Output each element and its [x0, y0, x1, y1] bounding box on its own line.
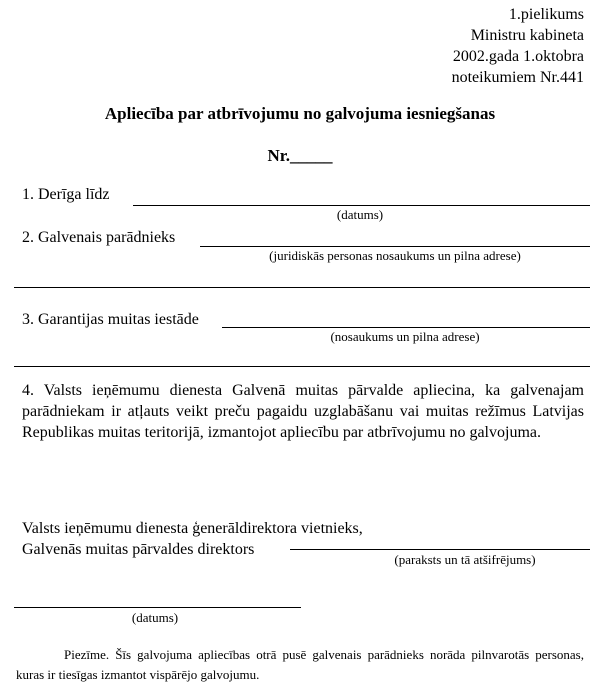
valid-until-line[interactable] [133, 205, 590, 206]
field-label-valid-until: 1. Derīga līdz [22, 186, 110, 203]
guarantee-office-line[interactable] [222, 327, 590, 328]
field-label-principal-debtor: 2. Galvenais parādnieks [22, 229, 176, 246]
annex-header [452, 4, 584, 88]
number-field: Nr._____ [267, 146, 333, 165]
signatory-line-2: Galvenās muitas pārvaldes direktors [22, 541, 255, 558]
header-line: 1.pielikums [508, 6, 584, 23]
principal-debtor-line-2[interactable] [14, 287, 590, 288]
guarantee-office-caption: (nosaukums un pilna adrese) [330, 329, 480, 344]
signature-caption: (paraksts un tā atšifrējums) [394, 552, 536, 567]
field-label-guarantee-office: 3. Garantijas muitas iestāde [22, 311, 199, 328]
header-line: Ministru kabineta [470, 27, 584, 44]
date-line[interactable] [14, 607, 301, 608]
principal-debtor-line[interactable] [200, 246, 590, 247]
footnote [16, 645, 584, 685]
principal-debtor-caption: (juridiskās personas nosaukums un pilna adrese) [269, 248, 521, 263]
paragraph-4: 4. Valsts ieņēmumu dienesta Galvenā muitas pārvalde apliecina, ka galvenajam parādniekam ir atļauts veikt preču pagaidu uzglabāšanu vai muitas režīmus Latvijas Republikas muitas teritorijā, izmantojot apliecību par atbrīvojumu no galvojuma. [22, 382, 584, 441]
document-title: Apliecība par atbrīvojumu no galvojuma iesniegšanas [104, 104, 496, 123]
valid-until-caption: (datums) [336, 207, 384, 222]
signatory-line-1: Valsts ieņēmumu dienesta ģenerāldirektora vietnieks, [22, 520, 363, 537]
header-line: 2002.gada 1.oktobra [452, 48, 584, 65]
header-line: noteikumiem Nr.441 [451, 69, 584, 86]
date-caption: (datums) [131, 610, 179, 625]
signatory-title [22, 518, 363, 560]
signature-line[interactable] [290, 549, 590, 550]
guarantee-office-line-2[interactable] [14, 366, 590, 367]
footnote-text: Piezīme. Šīs galvojuma apliecības otrā pusē galvenais parādnieks norāda pilnvarotās personas, kuras ir tiesīgas izmantot vispārējo galvojumu. [16, 647, 584, 682]
